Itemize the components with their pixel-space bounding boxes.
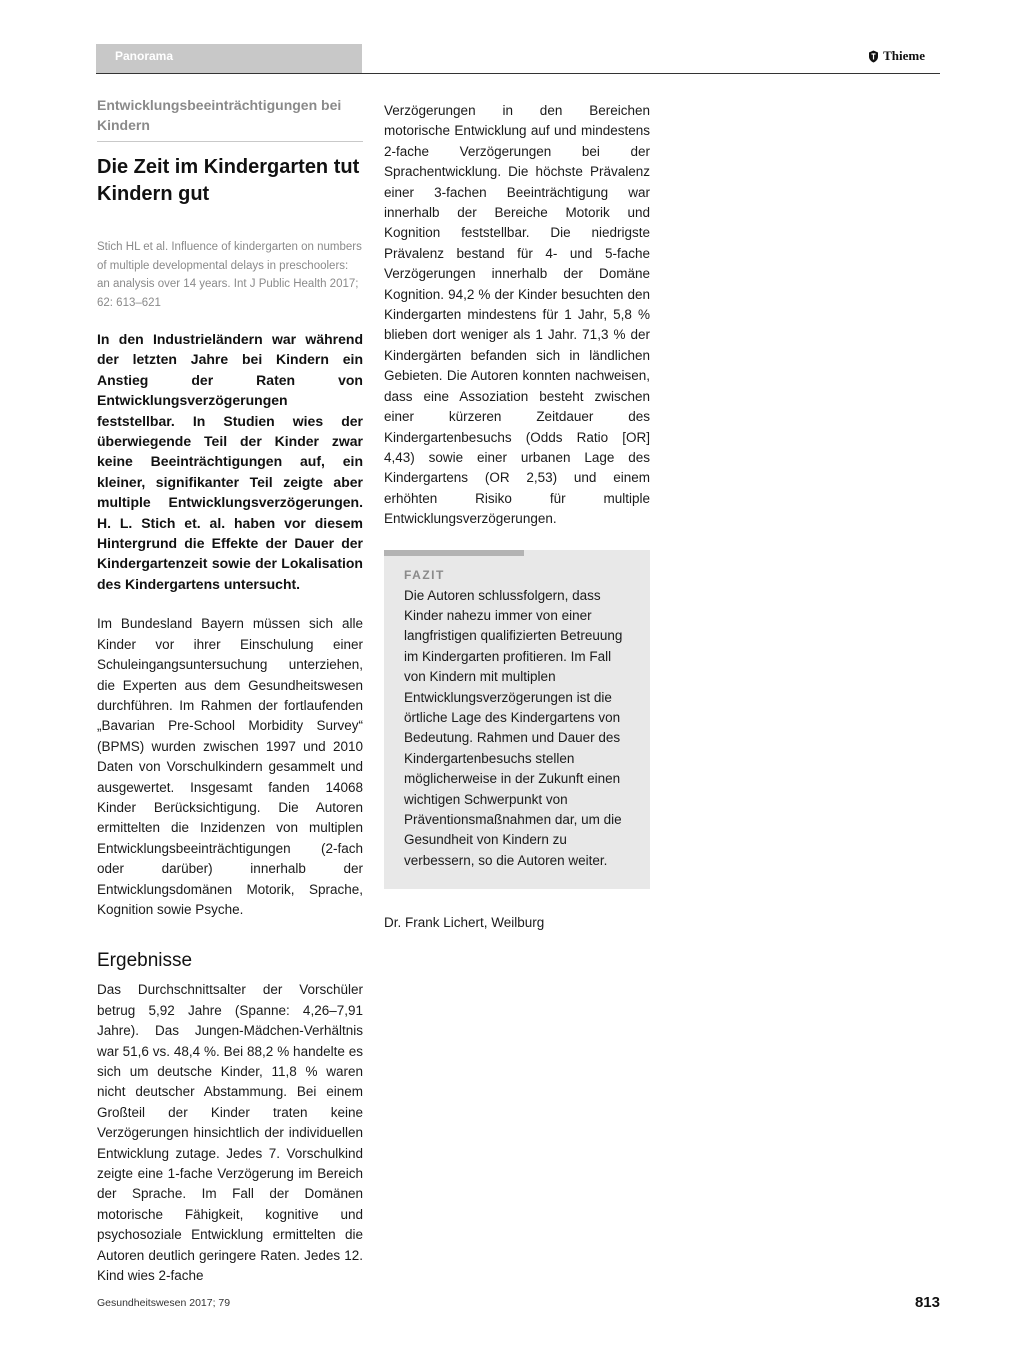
results-heading: Ergebnisse (97, 950, 193, 972)
publisher-logo (868, 48, 925, 64)
fazit-accent-bar (384, 550, 524, 556)
section-label: Panorama (115, 49, 174, 63)
fazit-box (384, 550, 650, 890)
results-paragraph-right: Verzögerungen in den Bereichen motorische Entwicklung auf und mindestens 2-fache Verzögerungen bei der Sprachentwicklung. Die höchste Prävalenz einer 3-fachen Beeinträchtigung war innerhalb der Bereiche Motorik und Kognition feststellbar. Die niedrigste Prävalenz bestand für 4- und 5-fache Verzögerungen innerhalb der Domäne Kognition. 94,2 % der Kinder besuchten den Kindergarten mindestens für 1 Jahr, 5,8 % blieben dort weniger als 1 Jahr. 71,3 % der Kindergärten befanden sich in ländlichen Gebieten. Die Autoren konnten nachweisen, dass eine Assoziation besteht zwischen einer kürzeren Zeitdauer des Kindergartenbesuchs (Odds Ratio [OR] 4,43) sowie einer urbanen Lage des Kindergartens (OR 2,53) und einem erhöhten Risiko für multiple Entwicklungsverzögerungen. (384, 103, 650, 527)
article-citation: Stich HL et al. Influence of kindergarten on numbers of multiple developmental delays in preschoolers: an analysis over 14 years. Int J Public Health 2017; 62: 613–621 (97, 241, 362, 309)
results-paragraph-left: Das Durchschnittsalter der Vorschüler betrug 5,92 Jahre (Spanne: 4,26–7,91 Jahre). Das Jungen-Mädchen-Verhältnis war 51,6 vs. 48,4 %. Bei 88,2 % handelte es sich um deutsche Kinder, 11,8 % waren nicht deutscher Abstammung. Bei einem Großteil der Kinder traten keine Verzögerungen hinsichtlich der individuellen Entwicklung zutage. Jedes 7. Vorschulkind zeigte eine 1-fache Verzögerung im Bereich der Sprache. Im Fall der Domänen motorische Fähigkeit, kognitive und psychosoziale Entwicklung ermittelten die Autoren deutlich geringere Raten. Jedes 12. Kind wies 2-fache (97, 982, 363, 1284)
page-number: 813 (914, 1294, 940, 1311)
header-rule (96, 73, 940, 74)
article-lead: In den Industrieländern war während der letzten Jahre bei Kindern ein Anstieg der Raten von Entwicklungsverzögerungen feststellbar. In Studien wies der überwiegende Teil der Kinder zwar keine Beeinträchtigungen auf, ein kleiner, signifikanter Teil zeigte aber multiple Entwicklungsverzögerungen. H. L. Stich et. al. haben vor diesem Hintergrund die Effekte der Dauer der Kindergartenzeit sowie der Lokalisation des Kindergartens untersucht. (97, 331, 363, 592)
publisher-name: Thieme (883, 48, 925, 63)
article-title: Die Zeit im Kindergarten tut Kindern gut (97, 156, 360, 205)
fazit-label: FAZIT (404, 567, 445, 582)
thieme-logo-icon (868, 50, 879, 63)
article-kicker: Entwicklungsbeeinträchtigungen bei Kindern (97, 95, 363, 142)
right-column (384, 101, 650, 930)
author-line: Dr. Frank Lichert, Weilburg (384, 915, 545, 931)
intro-paragraph: Im Bundesland Bayern müssen sich alle Kinder vor ihrer Einschulung einer Schuleingangsuntersuchung unterziehen, die Experten aus dem Gesundheitswesen durchführen. Im Rahmen der fortlaufenden „Bavarian Pre-School Morbidity Survey“ (BPMS) wurden zwischen 1997 und 2010 Daten von Vorschulkindern gesammelt und ausgewertet. Insgesamt fanden 14068 Kinder Berücksichtigung. Die Autoren ermittelten die Inzidenzen von multiplen Entwicklungsbeeinträchtigungen (2-fach oder darüber) innerhalb der Entwicklungsdomänen Motorik, Sprache, Kognition sowie Psyche. (97, 616, 363, 917)
left-column (97, 95, 363, 1286)
footer-journal: Gesundheitswesen 2017; 79 (97, 1297, 231, 1309)
fazit-text: Die Autoren schlussfolgern, dass Kinder nahezu immer von einer langfristigen qualifizierten Betreuung im Kindergarten profitieren. Im Fall von Kindern mit multiplen Entwicklungsverzögerungen ist die örtliche Lage des Kindergartens von Bedeutung. Rahmen und Dauer des Kindergartenbesuchs stellen möglicherweise in der Zukunft einen wichtigen Schwerpunkt von Präventionsmaßnahmen dar, um die Gesundheit von Kindern zu verbessern, so die Autoren weiter. (404, 587, 623, 868)
